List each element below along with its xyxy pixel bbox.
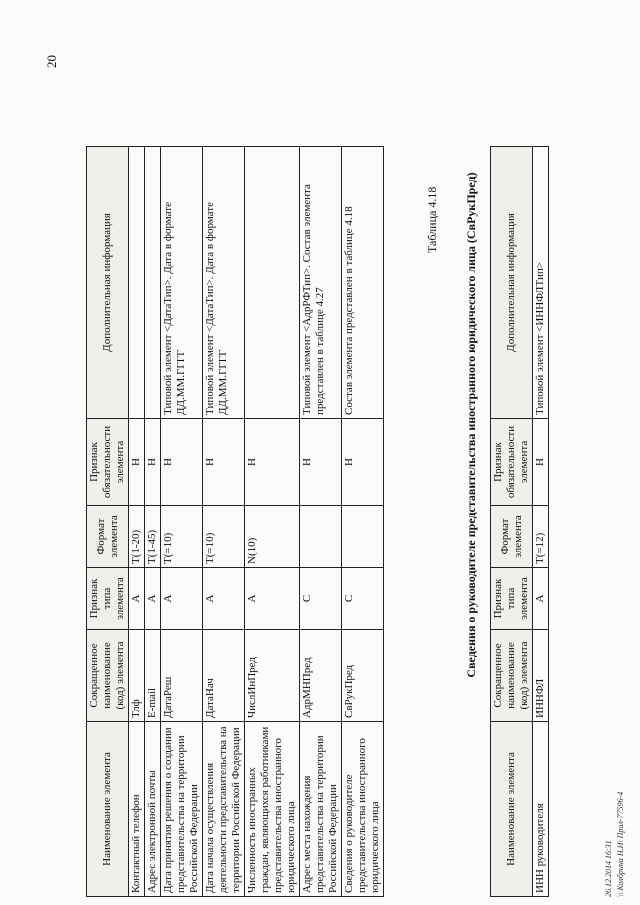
footer-file-path: \\ Колбрина Н.И\ Прил-77596-4 <box>616 791 625 897</box>
cell-type: С <box>342 568 384 630</box>
header-code: Сокращенное наименование (код) элемента <box>87 630 129 722</box>
cell-code: СвРукПред <box>342 630 384 722</box>
cell-code: АдрМНПред <box>300 630 342 722</box>
cell-type: С <box>300 568 342 630</box>
cell-info: Типовой элемент <АдрРФТип>. Состав элемента представлен в таблице 4.27 <box>300 147 342 419</box>
cell-format <box>300 506 342 568</box>
cell-format: N(10) <box>245 506 300 568</box>
cell-code: ДатаНач <box>203 630 245 722</box>
cell-required: Н <box>145 419 161 506</box>
cell-code: Тлф <box>129 630 145 722</box>
cell-info: Типовой элемент <ИННФЛТип> <box>533 147 549 419</box>
page-number: 20 <box>44 55 59 68</box>
table-row <box>145 147 161 897</box>
cell-format: Т(=12) <box>533 506 549 568</box>
cell-format: Т(1-45) <box>145 506 161 568</box>
cell-required: Н <box>129 419 145 506</box>
cell-info: Типовой элемент <ДатаТип>. Дата в формате ДД.ММ.ГГГГ <box>203 147 245 419</box>
table-header-row <box>491 147 533 897</box>
table-row <box>245 147 300 897</box>
cell-required: Н <box>533 419 549 506</box>
cell-type: А <box>145 568 161 630</box>
header-required: Признак обязательности элемента <box>491 419 533 506</box>
cell-info: Состав элемента представлен в таблице 4.18 <box>342 147 384 419</box>
header-type: Признак типа элемента <box>87 568 129 630</box>
header-name: Наименование элемента <box>87 722 129 897</box>
cell-info <box>129 147 145 419</box>
manager-table <box>490 146 549 897</box>
cell-name: ИНН руководителя <box>533 722 549 897</box>
cell-type: А <box>533 568 549 630</box>
cell-format: Т(=10) <box>161 506 203 568</box>
section-title: Сведения о руководителе представительства иностранного юридического лица (СвРукПред) <box>464 172 478 678</box>
cell-required: Н <box>161 419 203 506</box>
cell-name: Контактный телефон <box>129 722 145 897</box>
cell-code: ИННФЛ <box>533 630 549 722</box>
header-required: Признак обязательности элемента <box>87 419 129 506</box>
cell-info <box>245 147 300 419</box>
table-row <box>533 147 549 897</box>
cell-name: Адрес места нахождения представительства на территории Российской Федерации <box>300 722 342 897</box>
cell-required: Н <box>245 419 300 506</box>
header-info: Дополнительная информация <box>87 147 129 419</box>
header-format: Формат элемента <box>87 506 129 568</box>
cell-required: Н <box>203 419 245 506</box>
table-row <box>342 147 384 897</box>
cell-code: ДатаРеш <box>161 630 203 722</box>
cell-code: ЧислИнПред <box>245 630 300 722</box>
header-format: Формат элемента <box>491 506 533 568</box>
header-info: Дополнительная информация <box>491 147 533 419</box>
cell-code: E-mail <box>145 630 161 722</box>
cell-info <box>145 147 161 419</box>
table-row <box>161 147 203 897</box>
table-row <box>203 147 245 897</box>
cell-name: Численность иностранных граждан, являющихся работниками представительства иностранного юридического лица <box>245 722 300 897</box>
cell-type: А <box>245 568 300 630</box>
table-row <box>129 147 145 897</box>
cell-type: А <box>203 568 245 630</box>
cell-format: Т(=10) <box>203 506 245 568</box>
table-caption: Таблица 4.18 <box>425 186 439 253</box>
header-type: Признак типа элемента <box>491 568 533 630</box>
cell-required: Н <box>300 419 342 506</box>
elements-table <box>86 146 384 897</box>
header-name: Наименование элемента <box>491 722 533 897</box>
cell-format: Т(1-20) <box>129 506 145 568</box>
table-header-row <box>87 147 129 897</box>
cell-format <box>342 506 384 568</box>
cell-type: А <box>129 568 145 630</box>
footer-timestamp: 26.12.2014 16:31 <box>604 840 613 897</box>
cell-name: Дата начала осуществления деятельности представительства на территории Российской Федерации <box>203 722 245 897</box>
cell-required: Н <box>342 419 384 506</box>
cell-name: Дата принятия решения о создании представительства на территории Российской Федерации <box>161 722 203 897</box>
cell-name: Адрес электронной почты <box>145 722 161 897</box>
cell-info: Типовой элемент <ДатаТип>. Дата в формате ДД.ММ.ГГГГ <box>161 147 203 419</box>
table-row <box>300 147 342 897</box>
cell-type: А <box>161 568 203 630</box>
header-code: Сокращенное наименование (код) элемента <box>491 630 533 722</box>
cell-name: Сведения о руководителе представительства иностранного юридического лица <box>342 722 384 897</box>
